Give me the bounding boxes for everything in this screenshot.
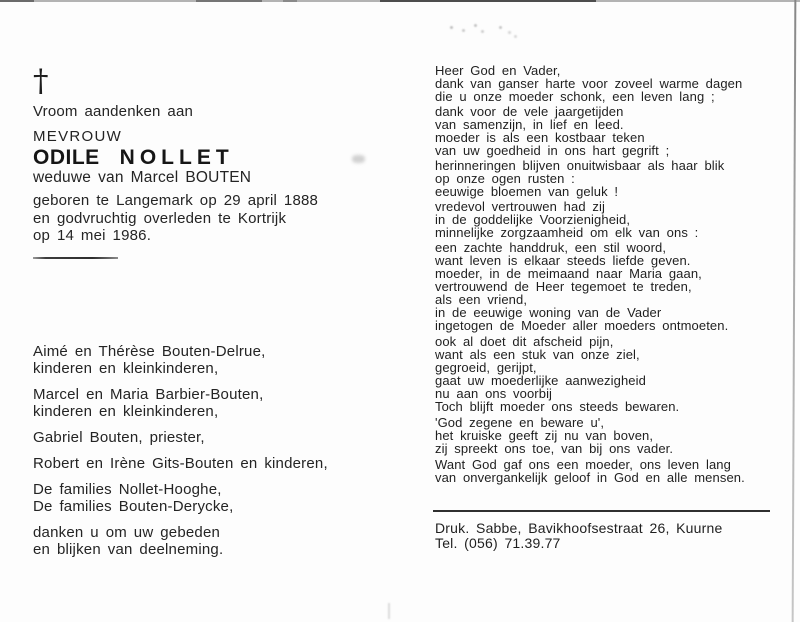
text-line: ook al doet dit afscheid pijn,	[435, 334, 614, 349]
text-line: Marcel en Maria Barbier-Bouten,	[33, 385, 264, 403]
text-line: moeder, in de meimaand naar Maria gaan,	[435, 266, 702, 281]
family-group	[33, 481, 413, 515]
first-name: ODILE	[33, 146, 100, 169]
text-line: nu aan ons voorbij	[435, 386, 553, 401]
prayer-text	[435, 64, 780, 484]
text-line: De families Nollet-Hooghe,	[33, 480, 222, 498]
family-group	[33, 429, 413, 446]
prayer-paragraph	[435, 458, 780, 484]
text-line: en godvruchtig overleden te Kortrijk	[33, 209, 287, 227]
text-line: minnelijke zorgzaamheid om elk van ons :	[435, 225, 699, 240]
text-line: herinneringen blijven onuitwisbaar als haar blik	[435, 158, 725, 173]
text-line: van uw goedheid in ons hart gegrift ;	[435, 143, 670, 158]
text-line: Heer God en Vader,	[435, 63, 561, 78]
text-line: eeuwige bloemen van geluk !	[435, 184, 619, 199]
text-line: Toch blijft moeder ons steeds bewaren.	[435, 399, 680, 414]
text-line: De families Bouten-Derycke,	[33, 497, 234, 515]
printer-divider	[433, 510, 770, 512]
cross-icon: †	[33, 63, 49, 99]
divider-line	[33, 257, 118, 259]
right-column	[435, 64, 780, 550]
text-line: een zachte handdruk, een stil woord,	[435, 240, 667, 255]
text-line: dank voor de vele jaargetijden	[435, 104, 624, 119]
text-line: op 14 mei 1986.	[33, 227, 152, 244]
birth-death-block	[33, 192, 413, 245]
text-line: vertrouwend de Heer tegemoet te treden,	[435, 279, 692, 294]
family-group	[33, 524, 413, 558]
text-line: want leven is elkaar steeds liefde geven.	[435, 253, 691, 268]
text-line: die u onze moeder schonk, een leven lang ;	[435, 89, 715, 104]
text-line: 'God zegene en beware u',	[435, 415, 605, 430]
text-line: vredevol vertrouwen had zij	[435, 199, 605, 214]
prayer-paragraph	[435, 416, 780, 455]
text-line: danken u om uw gebeden	[33, 523, 221, 541]
text-line: het kruiske geeft zij nu van boven,	[435, 428, 654, 443]
family-list	[33, 343, 413, 558]
scan-artifact-top-edge	[0, 0, 800, 2]
text-line: moeder is als een kostbaar teken	[435, 130, 645, 145]
text-line: Druk. Sabbe, Bavikhoofsestraat 26, Kuurne	[435, 520, 723, 536]
text-line: en blijken van deelneming.	[33, 540, 224, 558]
text-line: gaat uw moederlijke aanwezigheid	[435, 373, 646, 388]
text-line: in de eeuwige woning van de Vader	[435, 305, 662, 320]
prayer-paragraph	[435, 105, 780, 157]
text-line: zij spreekt ons toe, van bij ons vader.	[435, 441, 674, 456]
text-line: van samenzijn, in lief en leed.	[435, 117, 624, 132]
printer-info	[435, 521, 780, 550]
text-line: Want God gaf ons een moeder, ons leven lang	[435, 457, 731, 472]
text-line: als een vriend,	[435, 292, 528, 307]
family-group	[33, 455, 413, 472]
prayer-paragraph	[435, 200, 780, 239]
deceased-name	[33, 148, 413, 169]
text-line: gegroeid, gerijpt,	[435, 360, 537, 375]
text-line: Gabriel Bouten, priester,	[33, 428, 205, 446]
family-group	[33, 343, 413, 377]
family-group	[33, 386, 413, 420]
left-column	[33, 60, 413, 567]
widow-line: weduwe van Marcel BOUTEN	[33, 169, 252, 186]
honorific-label: MEVROUW	[33, 128, 123, 145]
scan-artifact-right-edge	[792, 0, 797, 622]
text-line: Aimé en Thérèse Bouten-Delrue,	[33, 342, 266, 360]
text-line: kinderen en kleinkinderen,	[33, 402, 219, 420]
prayer-paragraph	[435, 335, 780, 413]
text-line: dank van ganser harte voor zoveel warme dagen	[435, 76, 743, 91]
text-line: Tel. (056) 71.39.77	[435, 534, 561, 551]
prayer-paragraph	[435, 159, 780, 198]
text-line: Robert en Irène Gits-Bouten en kinderen,	[33, 454, 328, 472]
prayer-paragraph	[435, 64, 780, 103]
last-name: NOLLET	[119, 146, 234, 169]
text-line: kinderen en kleinkinderen,	[33, 359, 219, 377]
text-line: geboren te Langemark op 29 april 1888	[33, 192, 319, 209]
text-line: in de goddelijke Voorzienigheid,	[435, 212, 631, 227]
scan-artifact-smudge	[388, 603, 390, 619]
prayer-paragraph	[435, 241, 780, 332]
text-line: want als een stuk van onze ziel,	[435, 347, 640, 362]
intro-line: Vroom aandenken aan	[33, 103, 194, 120]
text-line: van onvergankelijk geloof in God en alle mensen.	[435, 470, 745, 485]
text-line: ingetogen de Moeder aller moeders ontmoeten.	[435, 318, 729, 333]
text-line: op onze ogen rusten :	[435, 171, 575, 186]
scan-artifact-smudge	[450, 26, 453, 29]
